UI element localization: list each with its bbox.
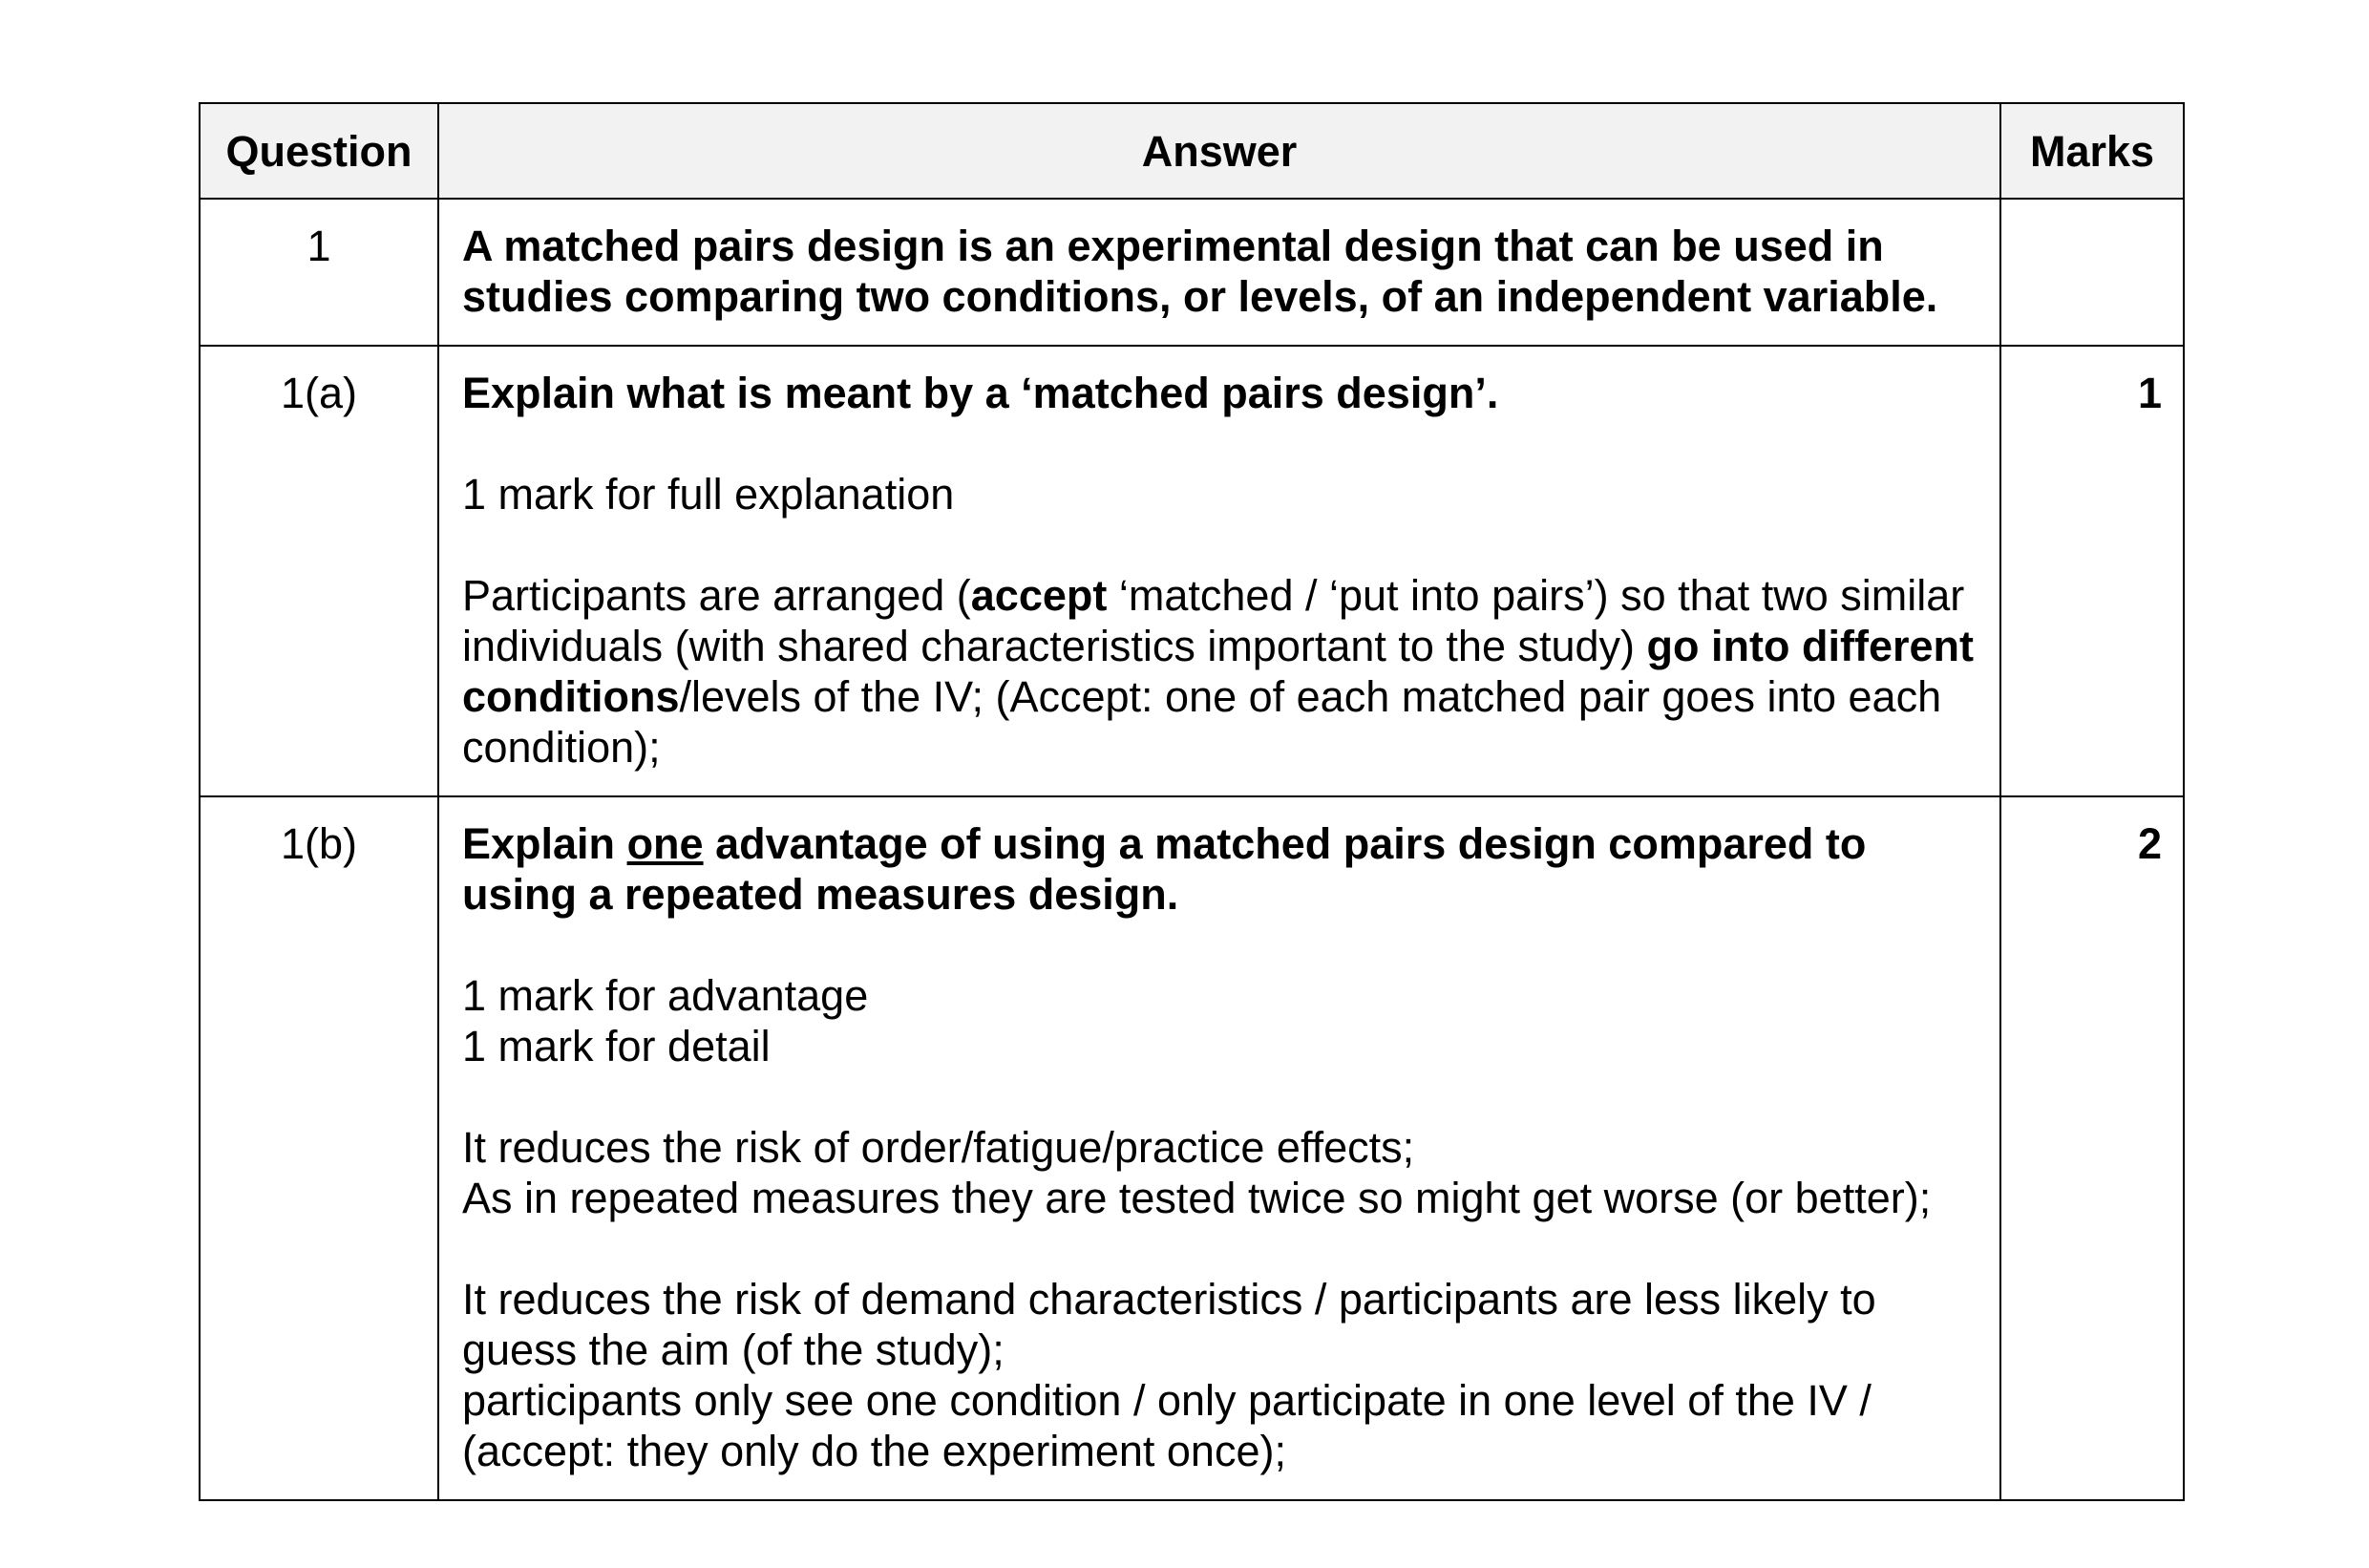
answer-point: [462, 1274, 1978, 1476]
mark-guidance-line: 1 mark for detail: [462, 1022, 771, 1070]
marks-cell: 2: [2000, 796, 2184, 1500]
question-stem: Explain what is meant by a ‘matched pairs design’.: [462, 369, 1499, 417]
header-row: [200, 103, 2184, 199]
table-row-q1a: [200, 346, 2184, 796]
header-answer: Answer: [438, 103, 2000, 199]
answer-line: As in repeated measures they are tested twice so might get worse (or better);: [462, 1174, 1932, 1222]
answer-line: It reduces the risk of order/fatigue/practice effects;: [462, 1123, 1415, 1172]
table-row-q1: [200, 199, 2184, 346]
answer-bold-text: accept: [970, 571, 1108, 620]
answer-text: ‘matched / ‘put into pairs’) so that two similar individuals (with shared characteristics important to the study): [462, 571, 1965, 670]
answer-text: /levels of the IV; (Accept: one of each matched pair goes into each condition);: [462, 672, 1942, 772]
answer-bold-text: go into different conditions: [462, 622, 1974, 721]
header-question: Question: [200, 103, 438, 199]
answer-cell: [438, 346, 2000, 796]
answer-cell: [438, 199, 2000, 346]
answer-point: [462, 1122, 1978, 1223]
table-row-q1b: [200, 796, 2184, 1500]
mark-guidance-line: 1 mark for advantage: [462, 971, 869, 1020]
answer-line: It reduces the risk of demand characteristics / participants are less likely to guess the aim (of the study);: [462, 1275, 1876, 1374]
mark-scheme-table: [199, 102, 2185, 1501]
mark-guidance: 1 mark for full explanation: [462, 470, 955, 519]
marks-cell: [2000, 199, 2184, 346]
indicative-answer: [462, 570, 1978, 773]
header-marks: Marks: [2000, 103, 2184, 199]
answer-cell: [438, 796, 2000, 1500]
question-stem: A matched pairs design is an experimental design that can be used in studies comparing two conditions, or levels, of an independent variable.: [462, 222, 1938, 321]
answer-text: Participants are arranged (: [462, 571, 971, 620]
stem-text: advantage of using a matched pairs design compared to using a repeated measures design.: [462, 819, 1867, 919]
answer-line: participants only see one condition / only participate in one level of the IV / (accept: they only do the experiment once);: [462, 1376, 1872, 1475]
stem-text: Explain: [462, 819, 627, 868]
question-number: 1(b): [200, 796, 438, 1500]
question-stem: [462, 818, 1978, 920]
question-number: 1(a): [200, 346, 438, 796]
stem-underlined-text: one: [626, 819, 704, 868]
marks-cell: 1: [2000, 346, 2184, 796]
mark-guidance: [462, 970, 1978, 1071]
question-number: 1: [200, 199, 438, 346]
